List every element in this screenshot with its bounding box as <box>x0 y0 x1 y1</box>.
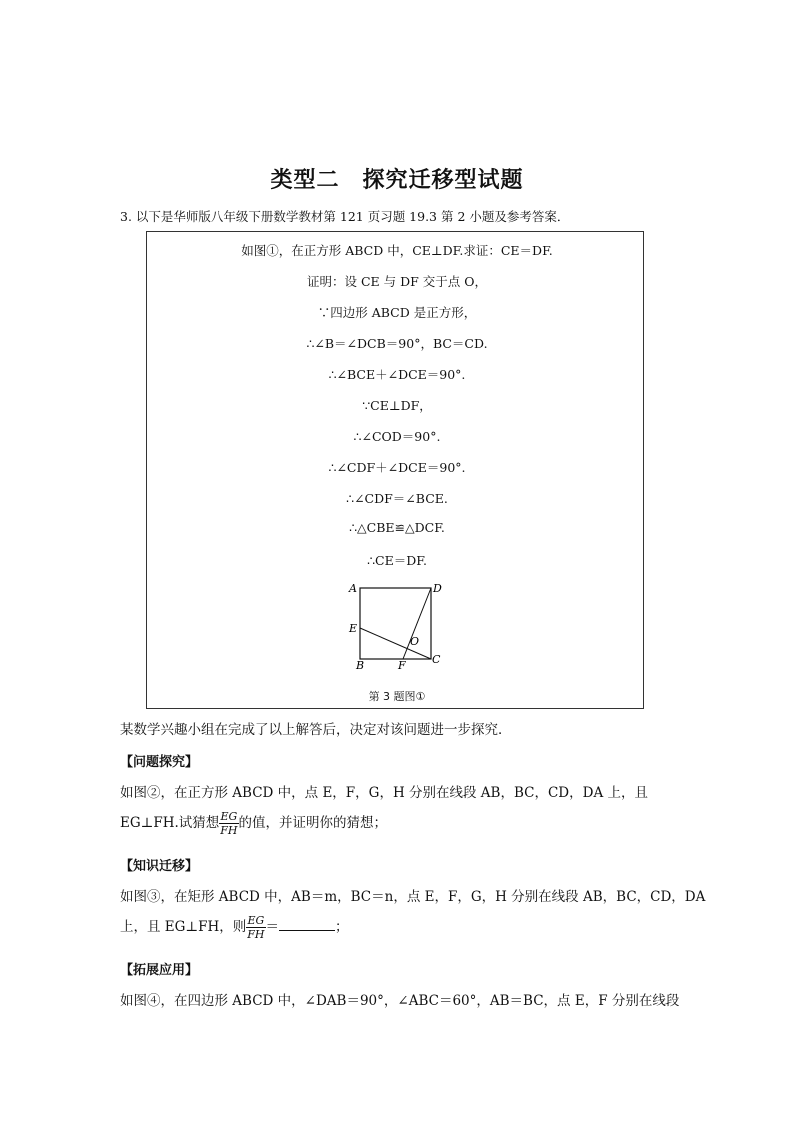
section3-line1: 如图④，在四边形 ABCD 中，∠DAB＝90°，∠ABC＝60°，AB＝BC，点 E，F 分别在线段 <box>120 993 680 1009</box>
section-header-transfer: 【知识迁移】 <box>120 859 199 874</box>
section1-line2-post: 的值，并证明你的猜想； <box>238 815 388 831</box>
label-o: O <box>410 635 420 648</box>
proof-line: ∴∠CDF＋∠DCE＝90°. <box>328 460 466 475</box>
section2-line2-mid: ＝ <box>265 919 280 935</box>
proof-line: 证明：设 CE 与 DF 交于点 O， <box>307 274 487 289</box>
label-a: A <box>349 582 357 595</box>
section2-line2-pre: 上，且 EG⊥FH，则 <box>120 919 247 935</box>
section2-line2-post: ； <box>335 919 349 935</box>
fraction-numerator: EG <box>247 914 265 927</box>
fraction-denominator: FH <box>247 928 265 941</box>
fraction-numerator: EG <box>220 810 238 823</box>
section1-line2 <box>120 810 387 837</box>
section-header-extend: 【拓展应用】 <box>120 963 199 978</box>
label-c: C <box>432 653 441 666</box>
section1-line2-pre: EG⊥FH.试猜想 <box>120 815 220 831</box>
proof-line: ∵CE⊥DF， <box>362 398 432 413</box>
proof-line: ∴CE＝DF. <box>367 553 427 568</box>
square-figure <box>340 575 450 673</box>
proof-line: ∴△CBE≌△DCF. <box>349 520 445 535</box>
page-title: 类型二 探究迁移型试题 <box>270 168 524 193</box>
question-intro: 3. 以下是华师版八年级下册数学教材第 121 页习题 19.3 第 2 小题及参考答案． <box>120 209 570 224</box>
fraction-eg-fh <box>246 914 265 941</box>
after-box-text: 某数学兴趣小组在完成了以上解答后，决定对该问题进一步探究． <box>120 722 512 738</box>
segment-df <box>403 588 431 659</box>
square-abcd <box>360 588 431 659</box>
label-d: D <box>433 582 442 595</box>
proof-line: ∴∠CDF＝∠BCE. <box>346 491 448 506</box>
figure-caption: 第 3 题图① <box>368 690 426 703</box>
proof-line: 如图①，在正方形 ABCD 中，CE⊥DF.求证：CE＝DF. <box>241 243 553 258</box>
section2-line1: 如图③，在矩形 ABCD 中，AB＝m，BC＝n，点 E，F，G，H 分别在线段 AB，BC，CD，DA <box>120 889 706 905</box>
fraction-denominator: FH <box>220 824 238 837</box>
label-b: B <box>356 659 365 672</box>
proof-line: ∴∠BCE＋∠DCE＝90°. <box>328 367 466 382</box>
section-header-explore: 【问题探究】 <box>120 755 199 770</box>
label-e: E <box>349 622 358 635</box>
fraction-eg-fh <box>219 810 238 837</box>
section1-line1: 如图②，在正方形 ABCD 中，点 E，F，G，H 分别在线段 AB，BC，CD，DA 上，且 <box>120 785 648 801</box>
section2-line2 <box>120 914 349 941</box>
answer-blank <box>279 917 335 931</box>
label-f: F <box>398 659 406 672</box>
proof-line: ∴∠B＝∠DCB＝90°，BC＝CD. <box>306 336 488 351</box>
proof-line: ∵四边形 ABCD 是正方形， <box>317 305 477 320</box>
segment-ce <box>360 628 431 659</box>
proof-line: ∴∠COD＝90°. <box>353 429 441 444</box>
